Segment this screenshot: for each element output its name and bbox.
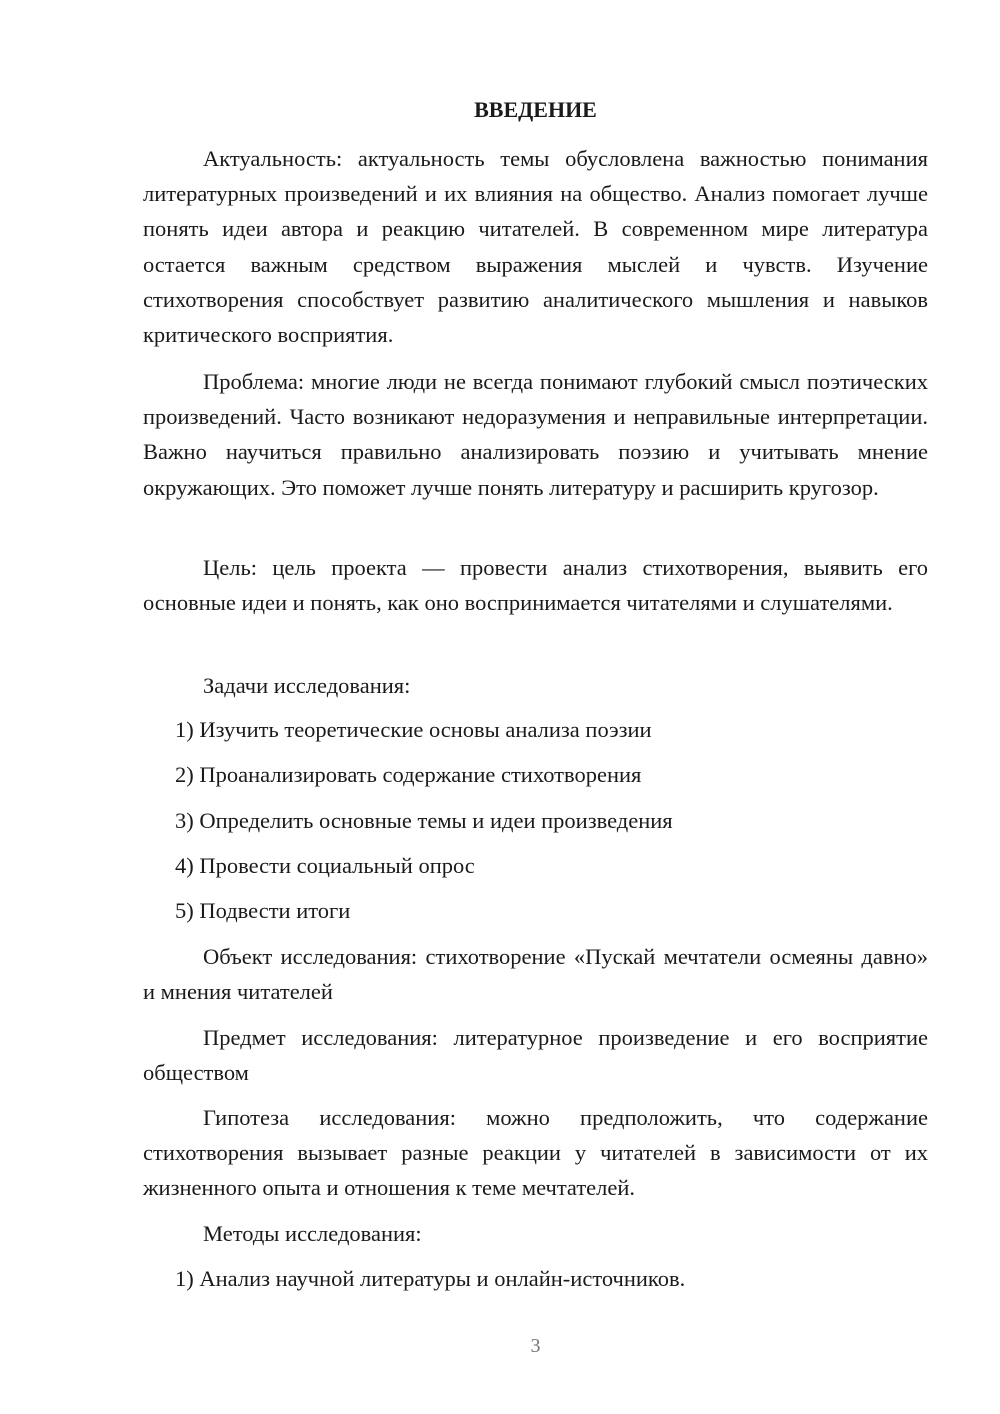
task-item: 5) Подвести итоги <box>175 898 351 923</box>
section-title: ВВЕДЕНИЕ <box>474 97 597 122</box>
task-item: 3) Определить основные темы и идеи произведения <box>175 808 673 833</box>
page-number: 3 <box>530 1335 541 1357</box>
methods-heading: Методы исследования: <box>203 1221 422 1246</box>
hypothesis-paragraph: Гипотеза исследования: можно предположить, что содержание стихотворения вызывает разные реакции у читателей в зависимости от их жизненного опыта и отношения к теме мечтателей. <box>143 1105 928 1201</box>
object-paragraph: Объект исследования: стихотворение «Пускай мечтатели осмеяны давно» и мнения читателей <box>143 944 928 1005</box>
goal-paragraph: Цель: цель проекта — провести анализ стихотворения, выявить его основные идеи и понять, как оно воспринимается читателями и слушателями. <box>143 555 928 616</box>
task-item: 4) Провести социальный опрос <box>175 853 475 878</box>
subject-paragraph: Предмет исследования: литературное произведение и его восприятие обществом <box>143 1025 928 1086</box>
relevance-paragraph: Актуальность: актуальность темы обусловлена важностью понимания литературных произведений и их влияния на общество. Анализ помогает лучше понять идеи автора и реакцию читателей. В современном мире литература остается важным средством выражения мыслей и чувств. Изучение стихотворения способствует развитию аналитического мышления и навыков критического восприятия. <box>143 146 928 348</box>
method-item: 1) Анализ научной литературы и онлайн-источников. <box>175 1266 686 1291</box>
problem-paragraph: Проблема: многие люди не всегда понимают глубокий смысл поэтических произведений. Часто возникают недоразумения и неправильные интерпретации. Важно научиться правильно анализировать поэзию и учитывать мнение окружающих. Это поможет лучше понять литературу и расширить кругозор. <box>143 369 928 500</box>
task-item: 2) Проанализировать содержание стихотворения <box>175 762 642 787</box>
task-item: 1) Изучить теоретические основы анализа поэзии <box>175 717 652 742</box>
tasks-heading: Задачи исследования: <box>203 673 411 698</box>
document-page <box>143 0 928 1414</box>
